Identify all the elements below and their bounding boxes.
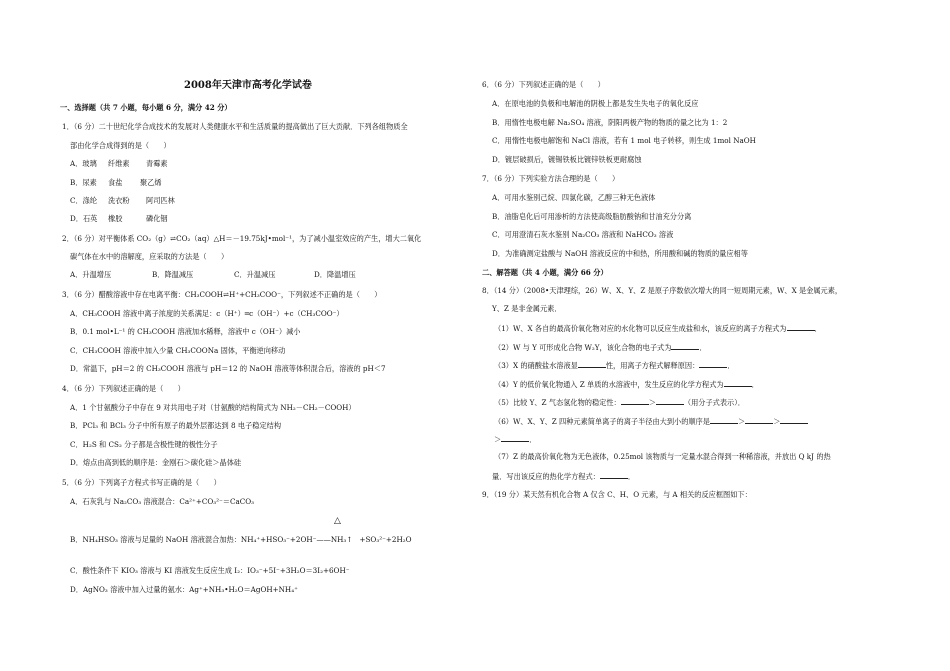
answer-blank[interactable] [710,416,738,424]
q1-d-2: 橡胶 [108,214,123,223]
q1-a-2: 纤维素 [108,159,130,168]
answer-blank[interactable] [699,360,727,368]
q7-option-a: A．可用水鉴别己烷、四氯化碳，乙醇三种无色液体 [492,193,656,202]
answer-blank[interactable] [787,323,815,331]
q8-part-1-text: （1）W、X 各自的最高价氧化物对应的水化物可以反应生成盐和水，该反应的离子方程式为 [494,324,787,333]
punct: ＞ [494,435,502,444]
q2-options [70,270,356,280]
punct: ． [529,435,537,444]
q7-option-b: B．油脂皂化后可用渗析的方法使高级脂肪酸钠和甘油充分分离 [492,212,692,221]
punct: ＞ [737,417,746,426]
q3-option-d: D．常温下，pH＝2 的 CH₃COOH 溶液与 pH＝12 的 NaOH 溶液等体积混合后，溶液的 pH＜7 [70,364,386,373]
q8-part-4-text: （4）Y 的低价氧化物通入 Z 单质的水溶液中，发生反应的化学方程式为 [494,380,724,389]
answer-blank[interactable] [724,379,752,387]
q3-option-b: B．0.1 mol•L⁻¹ 的 CH₃COOH 溶液加水稀释，溶液中 c（OH⁻）减小 [70,327,301,336]
q8-part-5-text-b: （用分子式表示）． [683,398,745,407]
q1-b-3: 聚乙烯 [140,178,162,187]
q4-option-c: C．H₂S 和 CS₂ 分子都是含极性键的极性分子 [70,440,218,449]
answer-blank[interactable] [600,471,628,479]
q8-part-3 [494,360,735,371]
q1-stem-line2: 部由化学合成得到的是（ ） [70,141,171,150]
q8-stem-line2: Y、Z 是非金属元素． [492,304,562,313]
q6-option-c: C．用惰性电极电解饱和 NaCl 溶液，若有 1 mol 电子转移，则生成 1mol NaOH [492,136,756,145]
q2-option-d: D．降温增压 [314,270,356,279]
q2-option-c: C．升温减压 [234,270,276,279]
q6-option-a: A．在原电池的负极和电解池的阴极上都是发生失电子的氧化反应 [492,99,699,108]
q8-part-7-text: 量．写出该反应的热化学方程式： [492,472,600,481]
q7-option-d: D．为准确测定盐酸与 NaOH 溶液反应的中和热，所用酸和碱的物质的量应相等 [492,249,748,258]
punct: ＞ [648,398,656,407]
q8-part-2-text: （2）W 与 Y 可形成化合物 W₂Y，该化合物的电子式为 [494,343,672,352]
answer-blank[interactable] [501,434,529,442]
q5-option-d: D．AgNO₃ 溶液中加入过量的氨水：Ag⁺+NH₃•H₂O＝AgOH+NH₄⁺ [70,585,298,594]
q8-stem-line1: 8．（14 分）（2008•天津理综，26）W、X、Y、Z 是原子序数依次增大的同一短周期元素，W、X 是金属元素， [482,286,843,295]
q9-stem: 9．（19 分）某天然有机化合物 A 仅含 C、H、O 元素，与 A 相关的反应框图如下： [482,490,752,499]
q8-part-6-cont [494,434,536,445]
q3-option-a: A．CH₃COOH 溶液中离子浓度的关系满足：c（H⁺）═c（OH⁻）+c（CH₃COO⁻） [70,309,344,318]
punct: ． [814,324,822,333]
q1-b-2: 食盐 [108,178,123,187]
answer-blank[interactable] [780,416,808,424]
punct: ． [751,380,759,389]
q5-stem: 5．（6 分）下列离子方程式书写正确的是（ ） [62,478,221,487]
q8-part-6 [494,416,808,427]
q8-part-7-line2 [492,471,635,482]
q3-option-c: C．CH₃COOH 溶液中加入少量 CH₃COONa 固体，平衡逆向移动 [70,346,286,355]
q8-part-5 [494,397,745,408]
q4-option-d: D．熔点由高到低的顺序是：金刚石＞碳化硅＞晶体硅 [70,458,242,467]
q5-option-a: A．石灰乳与 Na₂CO₃ 溶液混合：Ca²⁺+CO₃²⁻＝CaCO₃ [70,497,255,506]
q4-option-a: A．1 个甘氨酸分子中存在 9 对共用电子对（甘氨酸的结构简式为 NH₂－CH₂－COOH） [70,403,356,412]
page-title: 2008年天津市高考化学试卷 [184,80,312,91]
q1-c-2: 洗衣粉 [108,196,130,205]
answer-blank[interactable] [671,342,699,350]
q5-option-c: C．酸性条件下 KIO₃ 溶液与 KI 溶液发生反应生成 I₂：IO₃⁻+5I⁻+3H₂O＝3I₂+6OH⁻ [70,566,350,575]
q1-option-a [70,159,168,169]
q1-d-1: D．石英 [70,214,98,223]
q4-stem: 4．（6 分）下列叙述正确的是（ ） [62,384,185,393]
q1-a-3: 青霉素 [146,159,168,168]
q8-part-2 [494,342,707,353]
punct: ． [699,343,707,352]
heat-triangle-icon: △ [334,516,341,526]
q1-d-3: 磷化铟 [146,214,168,223]
answer-blank[interactable] [578,360,606,368]
q1-stem-line1: 1．（6 分）二十世纪化学合成技术的发展对人类健康水平和生活质量的提高做出了巨大贡献．下列各组物质全 [62,122,408,131]
q8-part-3-text-b: 性，用离子方程式解释原因： [605,361,700,370]
q1-a-1: A．玻璃 [70,159,97,168]
section-1-heading: 一、选择题（共 7 小题，每小题 6 分，满分 42 分） [60,103,232,112]
q2-option-b: B．降温减压 [152,270,194,279]
q6-option-b: B．用惰性电极电解 Na₂SO₄ 溶液，阴阳两极产物的物质的量之比为 1：2 [492,118,728,127]
q1-b-1: B．尿素 [70,178,97,187]
q2-stem-line1: 2．（6 分）对平衡体系 CO₂（g）⇌CO₂（aq）△H＝－19.75kJ•mol⁻¹，为了减小温室效应的产生，增大二氧化 [62,234,422,243]
q8-part-1 [494,323,822,334]
q7-option-c: C．可用澄清石灰水鉴别 Na₂CO₃ 溶液和 NaHCO₃ 溶液 [492,230,674,239]
q7-stem: 7．（6 分）下列实验方法合理的是（ ） [482,174,620,183]
q8-part-6-text: （6）W、X、Y、Z 四种元素简单离子的离子半径由大到小的顺序是 [494,417,710,426]
q5-option-b: B．NH₄HSO₃ 溶液与足量的 NaOH 溶液混合加热：NH₄⁺+HSO₃⁻+2OH⁻——NH₃↑ +SO₃²⁻+2H₂O [70,535,412,544]
q1-option-b [70,178,162,188]
q6-stem: 6．（6 分）下列叙述正确的是（ ） [482,80,605,89]
section-2-heading: 二、解答题（共 4 小题，满分 66 分） [482,268,608,277]
q8-part-3-text-a: （3）X 的硝酸盐水溶液显 [494,361,578,370]
punct: ＞ [773,417,781,426]
q1-option-d [70,214,168,224]
q4-option-b: B．PCl₃ 和 BCl₃ 分子中所有原子的最外层都达到 8 电子稳定结构 [70,421,282,430]
q3-stem: 3．（6 分）醋酸溶液中存在电离平衡：CH₃COOH⇌H⁺+CH₃COO⁻，下列叙述不正确的是（ ） [62,290,382,299]
answer-blank[interactable] [621,397,649,405]
q6-option-d: D．镀层破损后，镀锡铁板比镀锌铁板更耐腐蚀 [492,155,642,164]
answer-blank[interactable] [656,397,684,405]
q2-stem-line2: 碳气体在水中的溶解度，应采取的方法是（ ） [70,252,229,261]
q2-option-a: A．升温增压 [70,270,112,279]
punct: ． [627,472,636,481]
q1-c-1: C．涤纶 [70,196,98,205]
q8-part-5-text-a: （5）比较 Y、Z 气态氢化物的稳定性： [494,398,621,407]
q1-option-c [70,196,175,206]
q8-part-7-line1: （7）Z 的最高价氧化物为无色液体，0.25mol 该物质与一定量水混合得到一种稀溶液，并放出 Q kJ 的热 [494,452,831,461]
q8-part-4 [494,379,759,390]
q1-c-3: 阿司匹林 [146,196,175,205]
answer-blank[interactable] [745,416,773,424]
punct: ． [727,361,735,370]
